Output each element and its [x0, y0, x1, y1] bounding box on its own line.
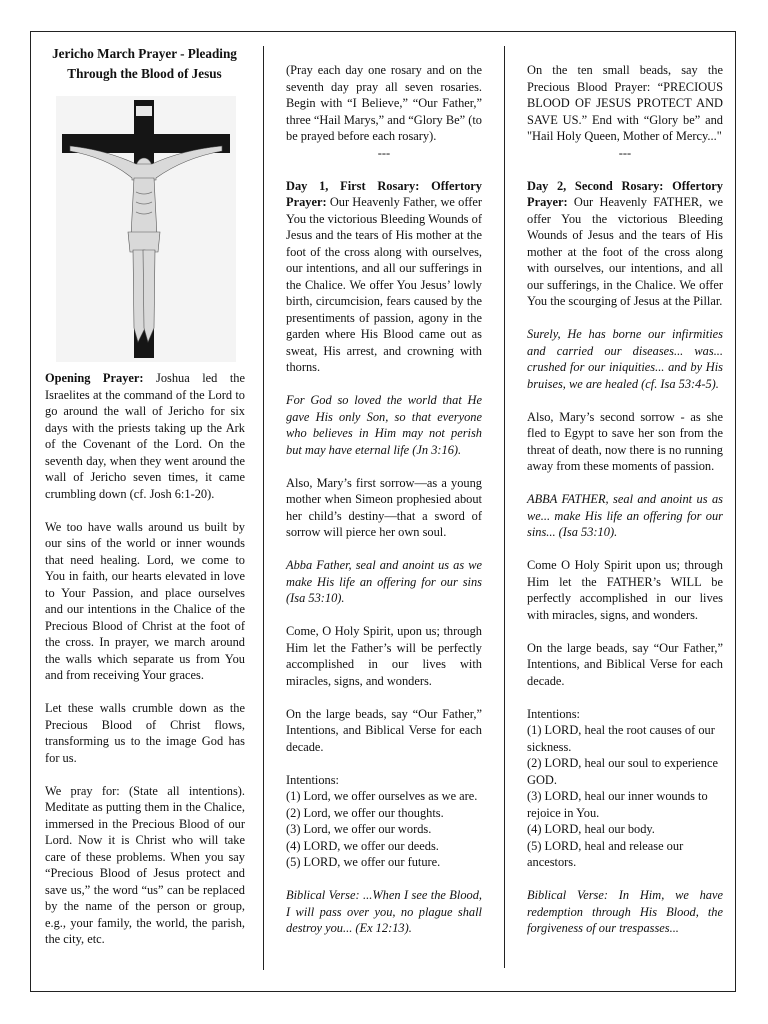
- verse-text: Surely, He has borne our infirmities and carried our diseases... was... crushed for our iniquities... and by His bruises, we are healed (cf. Isa 53:4-5).: [527, 327, 723, 391]
- intentions-list-2: [527, 706, 723, 871]
- column-3: [527, 62, 723, 937]
- list-item: (5) LORD, heal and release our ancestors.: [527, 838, 684, 869]
- list-item: (1) Lord, we offer ourselves as we are.: [286, 789, 478, 803]
- column-1: [45, 370, 245, 948]
- opening-prayer-label: Opening Prayer:: [45, 371, 144, 385]
- abba-text: ABBA FATHER, seal and anoint us as we... make His life an offering for our sins... (Isa 53:10).: [527, 492, 723, 539]
- intentions-list-1: [286, 772, 482, 871]
- list-item: (3) LORD, heal our inner wounds to rejoice in You.: [527, 789, 708, 820]
- separator: ---: [618, 145, 632, 160]
- separator: ---: [377, 145, 391, 160]
- biblical-verse-text: Biblical Verse: In Him, we have redemption through His Blood, the forgiveness of our trespasses...: [527, 888, 723, 935]
- abba-text: Abba Father, seal and anoint us as we make His life an offering for our sins (Isa 53:10).: [286, 558, 482, 605]
- large-beads-2: On the large beads, say “Our Father,” Intentions, and Biblical Verse for each decade.: [527, 640, 723, 688]
- abba-prayer-2: [527, 491, 723, 541]
- holy-spirit-prayer-2: Come O Holy Spirit upon us; through Him let the FATHER’s WILL be perfectly accomplished in our lives with miracles, signs, and wonders.: [527, 558, 723, 622]
- small-beads-instructions: On the ten small beads, say the Precious Blood Prayer: “PRECIOUS BLOOD OF JESUS PROTECT AND SAVE US.” End with “Glory be” and "Hail Holy Queen, Mother of Mercy...": [527, 63, 723, 143]
- rosary-instructions: (Pray each day one rosary and on the seventh day pray all seven rosaries. Begin with “I Believe,” “Our Father,” three “Hail Marys,” and “Glory Be” (to be prayed before each rosary).: [286, 63, 482, 143]
- large-beads-1: On the large beads, say “Our Father,” Intentions, and Biblical Verse for each decade.: [286, 706, 482, 754]
- abba-prayer-1: [286, 557, 482, 607]
- list-item: (2) Lord, we offer our thoughts.: [286, 805, 444, 820]
- day2-label: Day 2, Second Rosary: Offertory Prayer:: [527, 178, 723, 209]
- intentions-label: Intentions:: [527, 706, 580, 721]
- day2-text: Our Heavenly FATHER, we offer You the victorious Bleeding Wounds of Jesus and the tears of His mother at the foot of the cross along with ourselves, our intentions, and all our sufferings, in the Chalice. We offer You the scourging of Jesus at the Pillar.: [527, 195, 723, 308]
- first-sorrow: Also, Mary’s first sorrow—as a young mother when Simeon prophesied about her child’s destiny—that a sword of sorrow will pierce her own soul.: [286, 475, 482, 539]
- day1-label: Day 1, First Rosary: Offertory Prayer:: [286, 178, 482, 209]
- opening-prayer: [45, 370, 245, 502]
- biblical-verse-text: Biblical Verse: ...When I see the Blood, I will pass over you, no plague shall destroy you... (Ex 12:13).: [286, 888, 482, 935]
- day1-offertory: [286, 178, 482, 376]
- verse-text: For God so loved the world that He gave His only Son, so that everyone who believes in Him may not perish but may have eternal life (Jn 3:16).: [286, 393, 482, 457]
- list-item: (5) LORD, we offer our future.: [286, 855, 441, 869]
- list-item: (2) LORD, heal our soul to experience GOD.: [527, 756, 718, 787]
- list-item: (4) LORD, heal our body.: [527, 822, 655, 836]
- day1-text: Our Heavenly Father, we offer You the victorious Bleeding Wounds of Jesus and the tears of His mother at the foot of the cross along with ourselves, our intentions, and all our sufferings in the Chalice. We offer You Jesus’ lowly birth, circumcision, fears caused by the presentiments of passion, agony in the garden where His Blood came out as sweat, His arrest, and crowning with thorns.: [286, 195, 482, 374]
- opening-prayer-text: Joshua led the Israelites at the command of the Lord to go around the wall of Jericho for six days with the priests taking up the Ark of the Covenant of the Lord. On the seventh day, when they went around the wall of Jericho seven times, it came crumbling down (cf. Josh 6:1-20).: [45, 371, 245, 501]
- column-2: [286, 62, 482, 937]
- day2-offertory: [527, 178, 723, 310]
- page-title: Jericho March Prayer - Pleading Through the Blood of Jesus: [52, 46, 237, 81]
- verse-jn-3-16: [286, 392, 482, 458]
- column-divider-2: [504, 46, 505, 968]
- holy-spirit-prayer-1: Come, O Holy Spirit, upon us; through Him let the Father’s will be perfectly accomplished in our lives with miracles, signs, and wonders.: [286, 624, 482, 688]
- paragraph-walls: We too have walls around us built by our sins of the world or inner wounds that need healing. Lord, we come to You in faith, our hearts elevated in love to Your Passion, and place ourselves and our intentions in the Chalice of the Precious Blood of Christ at the foot of the cross. In prayer, we march around the walls which separate us from You and from receiving Your graces.: [45, 519, 245, 682]
- list-item: (4) LORD, we offer our deeds.: [286, 838, 439, 853]
- biblical-verse-2: [527, 887, 723, 937]
- paragraph-crumble: Let these walls crumble down as the Precious Blood of Christ flows, transforming us to the image God has for us.: [45, 701, 245, 765]
- verse-isa-53: [527, 326, 723, 392]
- intentions-label: Intentions:: [286, 772, 339, 787]
- biblical-verse-1: [286, 887, 482, 937]
- crucifix-icon: [56, 96, 236, 362]
- column-divider-1: [263, 46, 264, 970]
- list-item: (1) LORD, heal the root causes of our sickness.: [527, 723, 715, 754]
- second-sorrow: Also, Mary’s second sorrow - as she fled to Egypt to save her son from the threat of death, now there is no running away from these moments of passion.: [527, 409, 723, 473]
- paragraph-intentions: We pray for: (State all intentions). Meditate as putting them in the Chalice, immersed in the Precious Blood of our Lord. Now it is Christ who will take care of these problems. When you say “Precious Blood of Jesus protect and save us,” the word “us” can be replaced by the name of the person or group, e.g., your family, the world, the parish, the city, etc.: [45, 783, 245, 946]
- list-item: (3) Lord, we offer our words.: [286, 822, 432, 836]
